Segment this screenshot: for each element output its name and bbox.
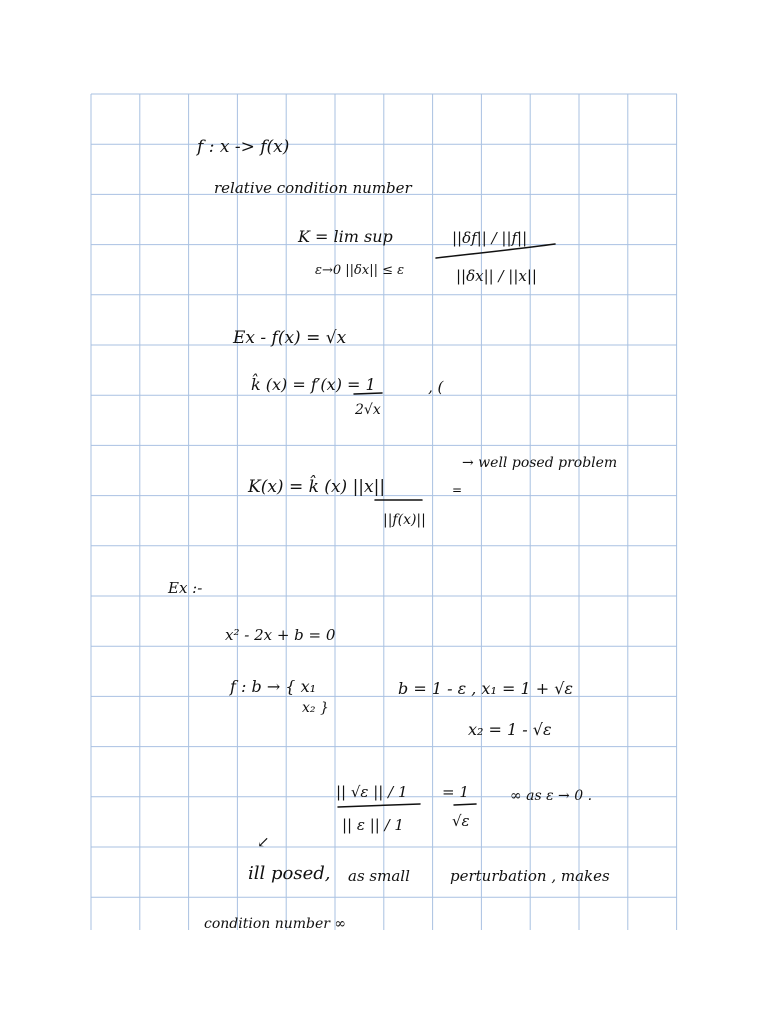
khat-tail: ‚ (: [428, 378, 444, 396]
well-posed-note: → well posed problem: [462, 455, 618, 471]
condition-number-infinity: condition number ∞: [204, 916, 347, 932]
kappa-definition: K = lim sup: [298, 227, 393, 246]
kappa-x-line: K(x) = k̂ (x) ||x||: [248, 477, 386, 497]
ill-posed: ill posed,: [248, 863, 331, 884]
quadratic-equation: x² - 2x + b = 0: [225, 626, 336, 644]
perturbation-makes: perturbation , makes: [450, 867, 610, 885]
kappa-x-denominator: ||f(x)||: [383, 512, 426, 528]
example-label: Ex :-: [168, 579, 203, 597]
example-sqrt: Ex - f(x) = √x: [233, 328, 347, 348]
arrow-mark: ↙: [257, 833, 270, 851]
ratio-tail: ∞ as ε → 0 .: [510, 788, 593, 804]
kappa-numerator: ||δf|| / ||f||: [452, 229, 528, 247]
map-definition: f : x -> f(x): [197, 137, 290, 157]
ratio-fraction-bar-2: [454, 804, 476, 805]
ratio-equals: = 1: [442, 783, 469, 801]
khat-line: k̂ (x) = f′(x) = 1: [251, 375, 376, 394]
ratio-numerator: || √ε || / 1: [336, 783, 408, 801]
as-small: as small: [348, 867, 410, 885]
ratio-denominator: || ε || / 1: [342, 816, 404, 834]
x2-equation: x₂ = 1 - √ε: [468, 720, 552, 739]
heading-relative-condition-number: relative condition number: [214, 179, 412, 197]
khat-denominator: 2√x: [355, 402, 381, 418]
kappa-x-tail: =: [452, 483, 463, 497]
b-epsilon-equation: b = 1 - ε , x₁ = 1 + √ε: [398, 679, 573, 698]
khat-fraction-bar: [354, 393, 382, 394]
kappa-denominator: ||δx|| / ||x||: [456, 267, 537, 285]
kappa-subscript: ε→0 ||δx|| ≤ ε: [315, 263, 405, 278]
map-to-roots-x2: x₂ }: [302, 700, 329, 716]
map-to-roots: f : b → { x₁: [230, 677, 317, 696]
ratio-denominator-2: √ε: [452, 812, 470, 830]
ratio-fraction-bar: [338, 804, 420, 807]
